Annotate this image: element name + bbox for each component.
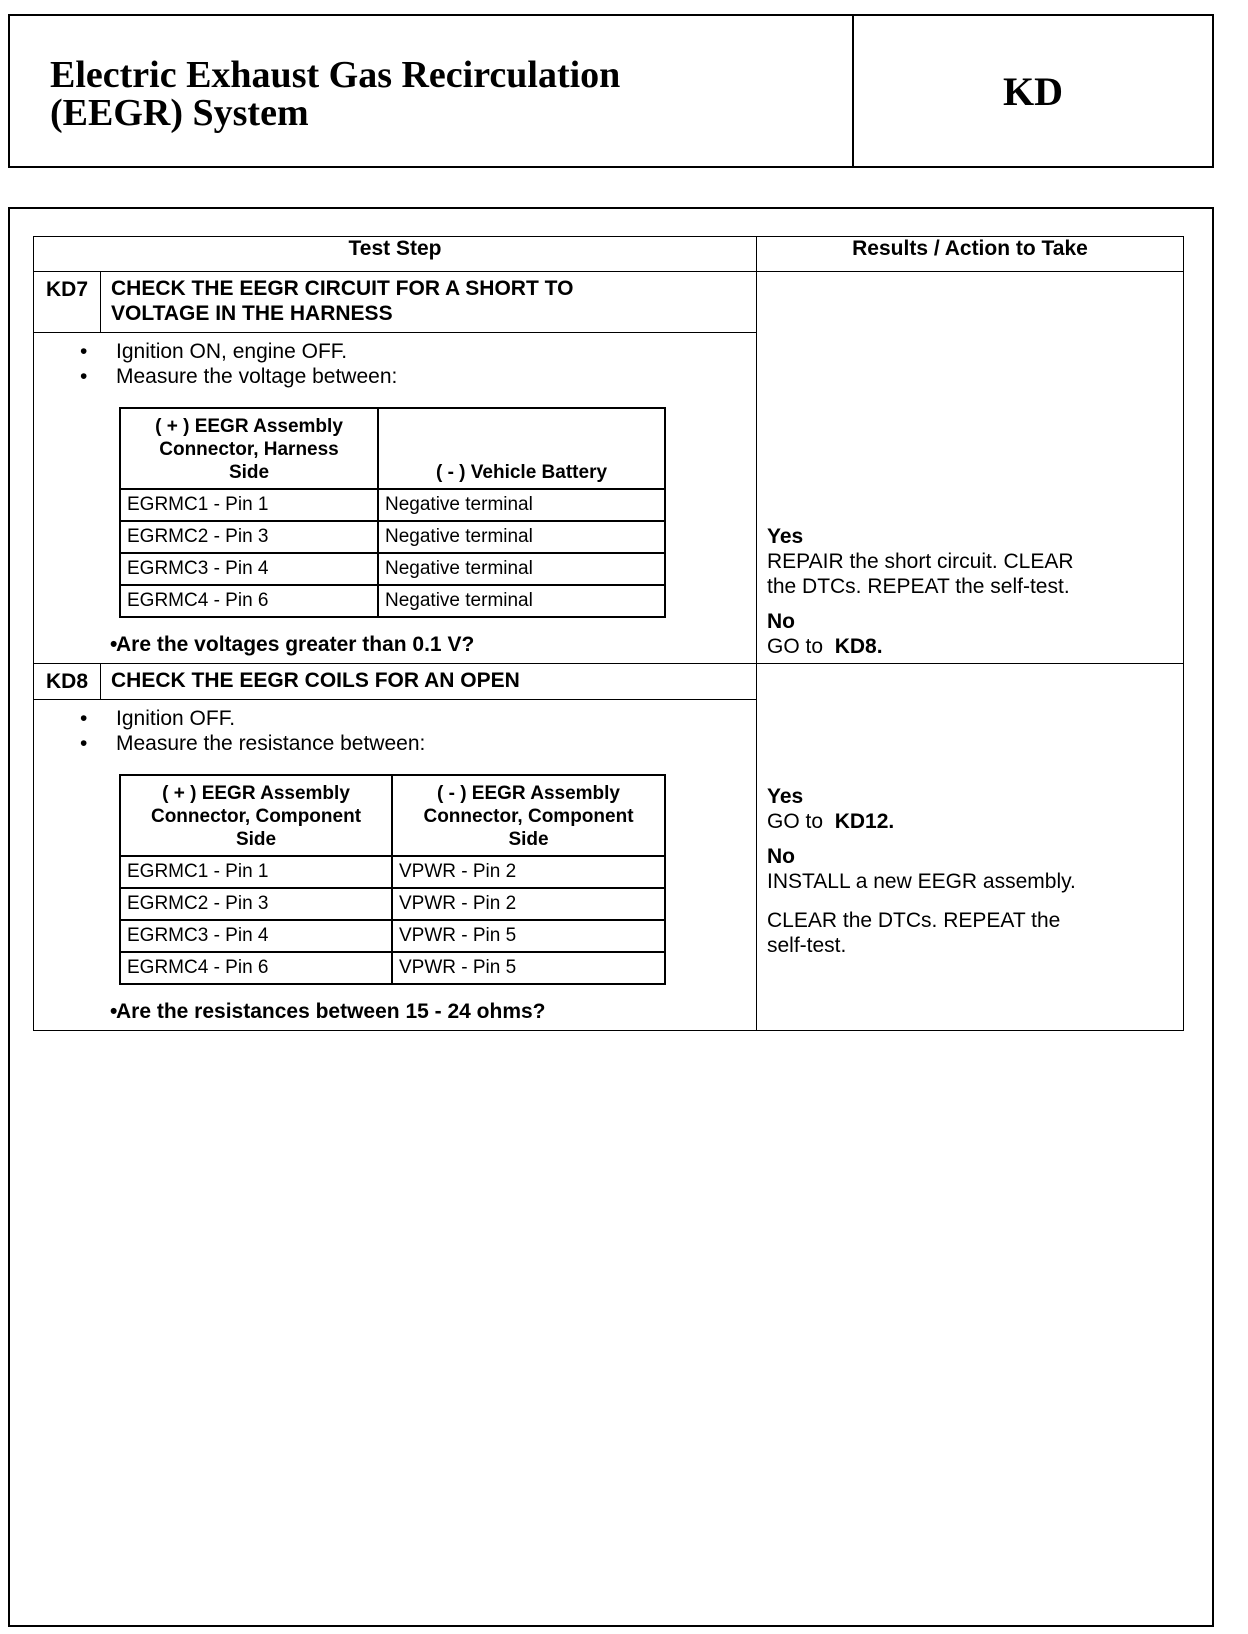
table-row [120, 920, 665, 952]
measurement-header-row [120, 408, 665, 489]
table-row [120, 888, 665, 920]
step-title [101, 664, 757, 700]
measurement-header-negative: ( - ) Vehicle Battery [378, 408, 665, 489]
yes-action: REPAIR the short circuit. CLEAR [767, 550, 1074, 573]
negative-point: Negative terminal [378, 585, 665, 617]
step-kd7-title-row [34, 272, 1184, 333]
positive-point: EGRMC4 - Pin 6 [120, 952, 392, 984]
instruction-list [34, 339, 756, 389]
section-code: KD [1003, 68, 1063, 114]
measurement-header-positive: ( + ) EEGR Assembly Connector, Component Side [120, 775, 392, 856]
measurement-table [119, 407, 666, 618]
step-question: • Are the resistances between 15 - 24 ohms? [34, 999, 756, 1024]
step-link: KD12. [834, 810, 895, 833]
measurement-table [119, 774, 666, 985]
yes-label: Yes [767, 785, 804, 808]
header-test-step: Test Step [34, 237, 757, 272]
negative-point: Negative terminal [378, 489, 665, 521]
step-title-line: CHECK THE EEGR CIRCUIT FOR A SHORT TO [111, 277, 574, 300]
measurement-header-positive: ( + ) EEGR Assembly Connector, Harness Side [120, 408, 378, 489]
negative-point: Negative terminal [378, 521, 665, 553]
no-action: INSTALL a new EEGR assembly. [767, 870, 1076, 893]
table-row [120, 952, 665, 984]
step-body [34, 700, 757, 1031]
negative-point: VPWR - Pin 2 [392, 856, 665, 888]
table-row [120, 521, 665, 553]
positive-point: EGRMC1 - Pin 1 [120, 856, 392, 888]
instruction-item: • Ignition OFF. [116, 706, 756, 731]
instruction-item: • Ignition ON, engine OFF. [116, 339, 756, 364]
page-title [50, 56, 810, 132]
test-step-table [33, 236, 1184, 1031]
negative-point: VPWR - Pin 5 [392, 952, 665, 984]
instruction-item: • Measure the voltage between: [116, 364, 756, 389]
result-no [767, 609, 1173, 659]
step-link: KD8. [834, 635, 883, 658]
step-title-line: VOLTAGE IN THE HARNESS [111, 302, 393, 325]
measurement-header-negative: ( - ) EEGR Assembly Connector, Component Side [392, 775, 665, 856]
page-header [8, 14, 1214, 168]
positive-point: EGRMC3 - Pin 4 [120, 920, 392, 952]
no-label: No [767, 845, 795, 868]
negative-point: VPWR - Pin 5 [392, 920, 665, 952]
positive-point: EGRMC2 - Pin 3 [120, 521, 378, 553]
step-kd7-results [757, 272, 1184, 664]
result-no [767, 844, 1173, 894]
negative-point: Negative terminal [378, 553, 665, 585]
no-action: GO to KD8. [767, 635, 883, 658]
yes-label: Yes [767, 525, 804, 548]
table-row [120, 856, 665, 888]
table-row [120, 553, 665, 585]
step-title [101, 272, 757, 333]
positive-point: EGRMC2 - Pin 3 [120, 888, 392, 920]
step-id: KD7 [34, 272, 101, 333]
step-title-line: CHECK THE EEGR COILS FOR AN OPEN [111, 669, 520, 692]
table-row [120, 489, 665, 521]
table-row [120, 585, 665, 617]
table-header-row [34, 237, 1184, 272]
step-body [34, 333, 757, 664]
instruction-list [34, 706, 756, 756]
header-results: Results / Action to Take [757, 237, 1184, 272]
result-extra: CLEAR the DTCs. REPEAT the self-test. [767, 909, 1061, 957]
positive-point: EGRMC4 - Pin 6 [120, 585, 378, 617]
step-id: KD8 [34, 664, 101, 700]
measurement-header-row [120, 775, 665, 856]
positive-point: EGRMC1 - Pin 1 [120, 489, 378, 521]
result-yes [767, 524, 1173, 599]
title-line-1: Electric Exhaust Gas Recirculation [50, 54, 621, 96]
title-line-2: (EEGR) System [50, 92, 309, 134]
yes-action: GO to KD12. [767, 810, 895, 833]
step-kd8-results [757, 664, 1184, 1031]
no-label: No [767, 610, 795, 633]
step-question: • Are the voltages greater than 0.1 V? [34, 632, 756, 657]
positive-point: EGRMC3 - Pin 4 [120, 553, 378, 585]
result-yes [767, 784, 1173, 834]
instruction-item: • Measure the resistance between: [116, 731, 756, 756]
step-kd8-title-row [34, 664, 1184, 700]
yes-action: the DTCs. REPEAT the self-test. [767, 575, 1070, 598]
negative-point: VPWR - Pin 2 [392, 888, 665, 920]
